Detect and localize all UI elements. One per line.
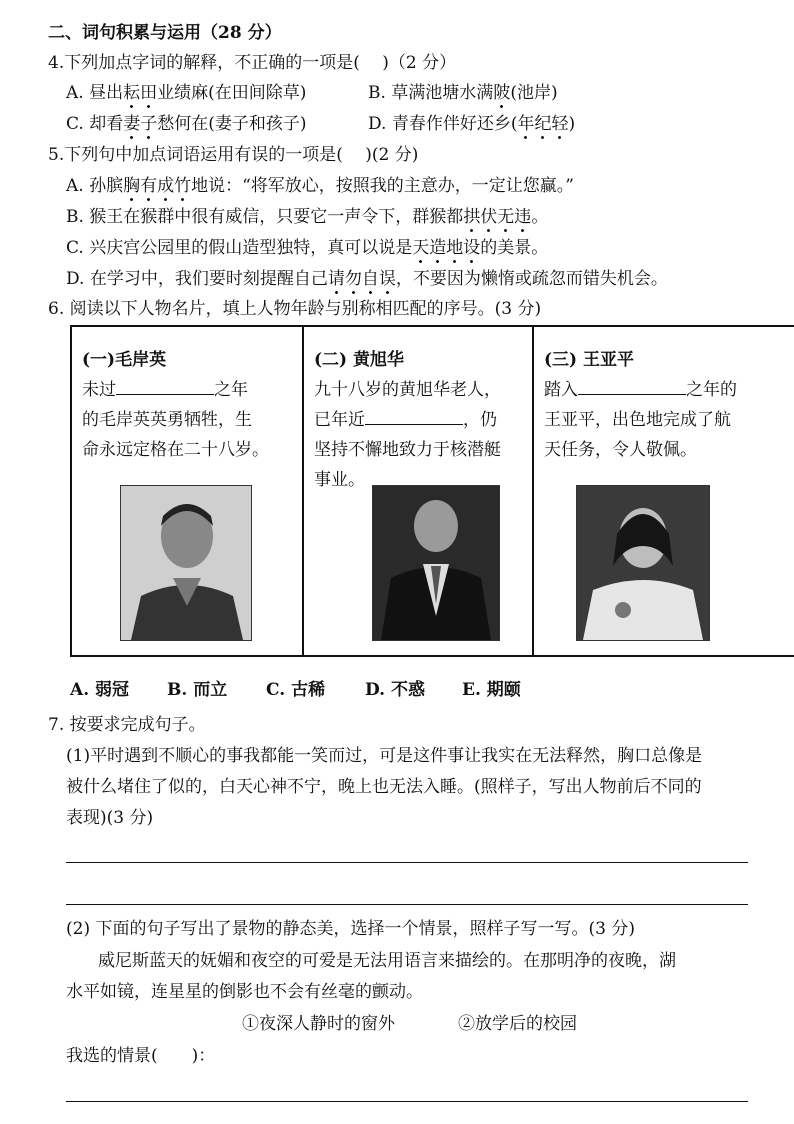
q4-option-d: D. 青春作伴好还乡(年纪轻) <box>368 113 575 135</box>
option-c: C. 古稀 <box>266 680 326 700</box>
q5-stem: 5.下列句中加点词语运用有误的一项是( )(2 分) <box>48 145 419 165</box>
q7-part2-example-line2: 水平如镜，连星星的倒影也不会有丝毫的颤动。 <box>66 982 423 1002</box>
dotted-word: 拱伏无违 <box>463 207 531 233</box>
card-wang-yaping: (三) 王亚平 踏入 之年的 王亚平，出色地完成了航 天任务，令人敬佩。 <box>532 327 794 655</box>
option-b: B. 而立 <box>167 680 228 700</box>
dotted-word: 请勿自误 <box>328 269 396 295</box>
dotted-word: 妻子 <box>123 114 157 140</box>
option-e: E. 期颐 <box>462 680 521 700</box>
dotted-word: 天造地设 <box>412 238 480 264</box>
q7-part1-line3: 表现)(3 分) <box>66 808 154 828</box>
option-a: A. 弱冠 <box>70 680 130 700</box>
q4-option-b: B. 草满池塘水满陂(池岸) <box>368 82 558 104</box>
fill-blank[interactable] <box>578 378 686 395</box>
dotted-word: 陂 <box>493 83 510 109</box>
person-cards <box>70 325 794 657</box>
q7-part2-stem: (2) 下面的句子写出了景物的静态美，选择一个情景，照样子写一写。(3 分) <box>66 919 635 939</box>
card-title: (二) 黄旭华 <box>314 350 405 370</box>
fill-blank[interactable] <box>365 408 463 425</box>
portrait-photo <box>120 485 252 641</box>
q7-part1-line1: (1)平时遇到不顺心的事我都能一笑而过，可是这件事让我实在无法释然，胸口总像是 <box>66 746 703 766</box>
dotted-word: 胸有成竹 <box>123 176 191 202</box>
answer-line[interactable] <box>66 904 748 905</box>
portrait-photo <box>372 485 500 641</box>
q4-option-a: A. 昼出耘田业绩麻(在田间除草) <box>66 82 306 104</box>
q5-option-b: B. 猴王在猴群中很有威信，只要它一声令下，群猴都拱伏无违。 <box>66 206 548 228</box>
scene-choice-2: ②放学后的校园 <box>458 1014 577 1034</box>
my-choice-label: 我选的情景( )： <box>66 1046 216 1066</box>
q7-stem: 7. 按要求完成句子。 <box>48 715 206 735</box>
q5-option-d: D. 在学习中，我们要时刻提醒自己请勿自误，不要因为懒惰或疏忽而错失机会。 <box>66 268 668 290</box>
q4-stem: 4.下列加点字词的解释，不正确的一项是( )（2 分） <box>48 53 457 73</box>
fill-blank[interactable] <box>116 378 214 395</box>
q4-option-c: C. 却看妻子愁何在(妻子和孩子) <box>66 113 306 135</box>
answer-line[interactable] <box>66 862 748 863</box>
answer-line[interactable] <box>66 1101 748 1102</box>
q7-part2-example-line1: 威尼斯蓝天的妩媚和夜空的可爱是无法用语言来描绘的。在那明净的夜晚，湖 <box>98 951 676 971</box>
q7-part1-line2: 被什么堵住了似的，白天心神不宁，晚上也无法入睡。(照样子，写出人物前后不同的 <box>66 777 702 797</box>
q6-stem: 6. 阅读以下人物名片，填上人物年龄与别称相匹配的序号。(3 分) <box>48 299 542 319</box>
q5-option-a: A. 孙膑胸有成竹地说：“将军放心，按照我的主意办，一定让您赢。” <box>66 175 574 197</box>
scene-choice-1: ①夜深人静时的窗外 <box>242 1014 395 1034</box>
section-title: 二、词句积累与运用（28 分） <box>48 23 282 43</box>
card-title: (一)毛岸英 <box>82 350 167 370</box>
portrait-photo <box>576 485 710 641</box>
dotted-word: 耘田 <box>123 83 157 109</box>
card-huang-xuhua: (二) 黄旭华 九十八岁的黄旭华老人， 已年近 ，仍 坚持不懈地致力于核潜艇 事业。 <box>302 327 534 655</box>
card-mao-anying: (一)毛岸英 未过 之年 的毛岸英英勇牺牲，生 命永远定格在二十八岁。 <box>72 327 302 655</box>
card-title: (三) 王亚平 <box>544 350 635 370</box>
option-d: D. 不惑 <box>365 680 425 700</box>
dotted-word: 年纪轻 <box>517 114 568 140</box>
q5-option-c: C. 兴庆宫公园里的假山造型独特，真可以说是天造地设的美景。 <box>66 237 548 259</box>
